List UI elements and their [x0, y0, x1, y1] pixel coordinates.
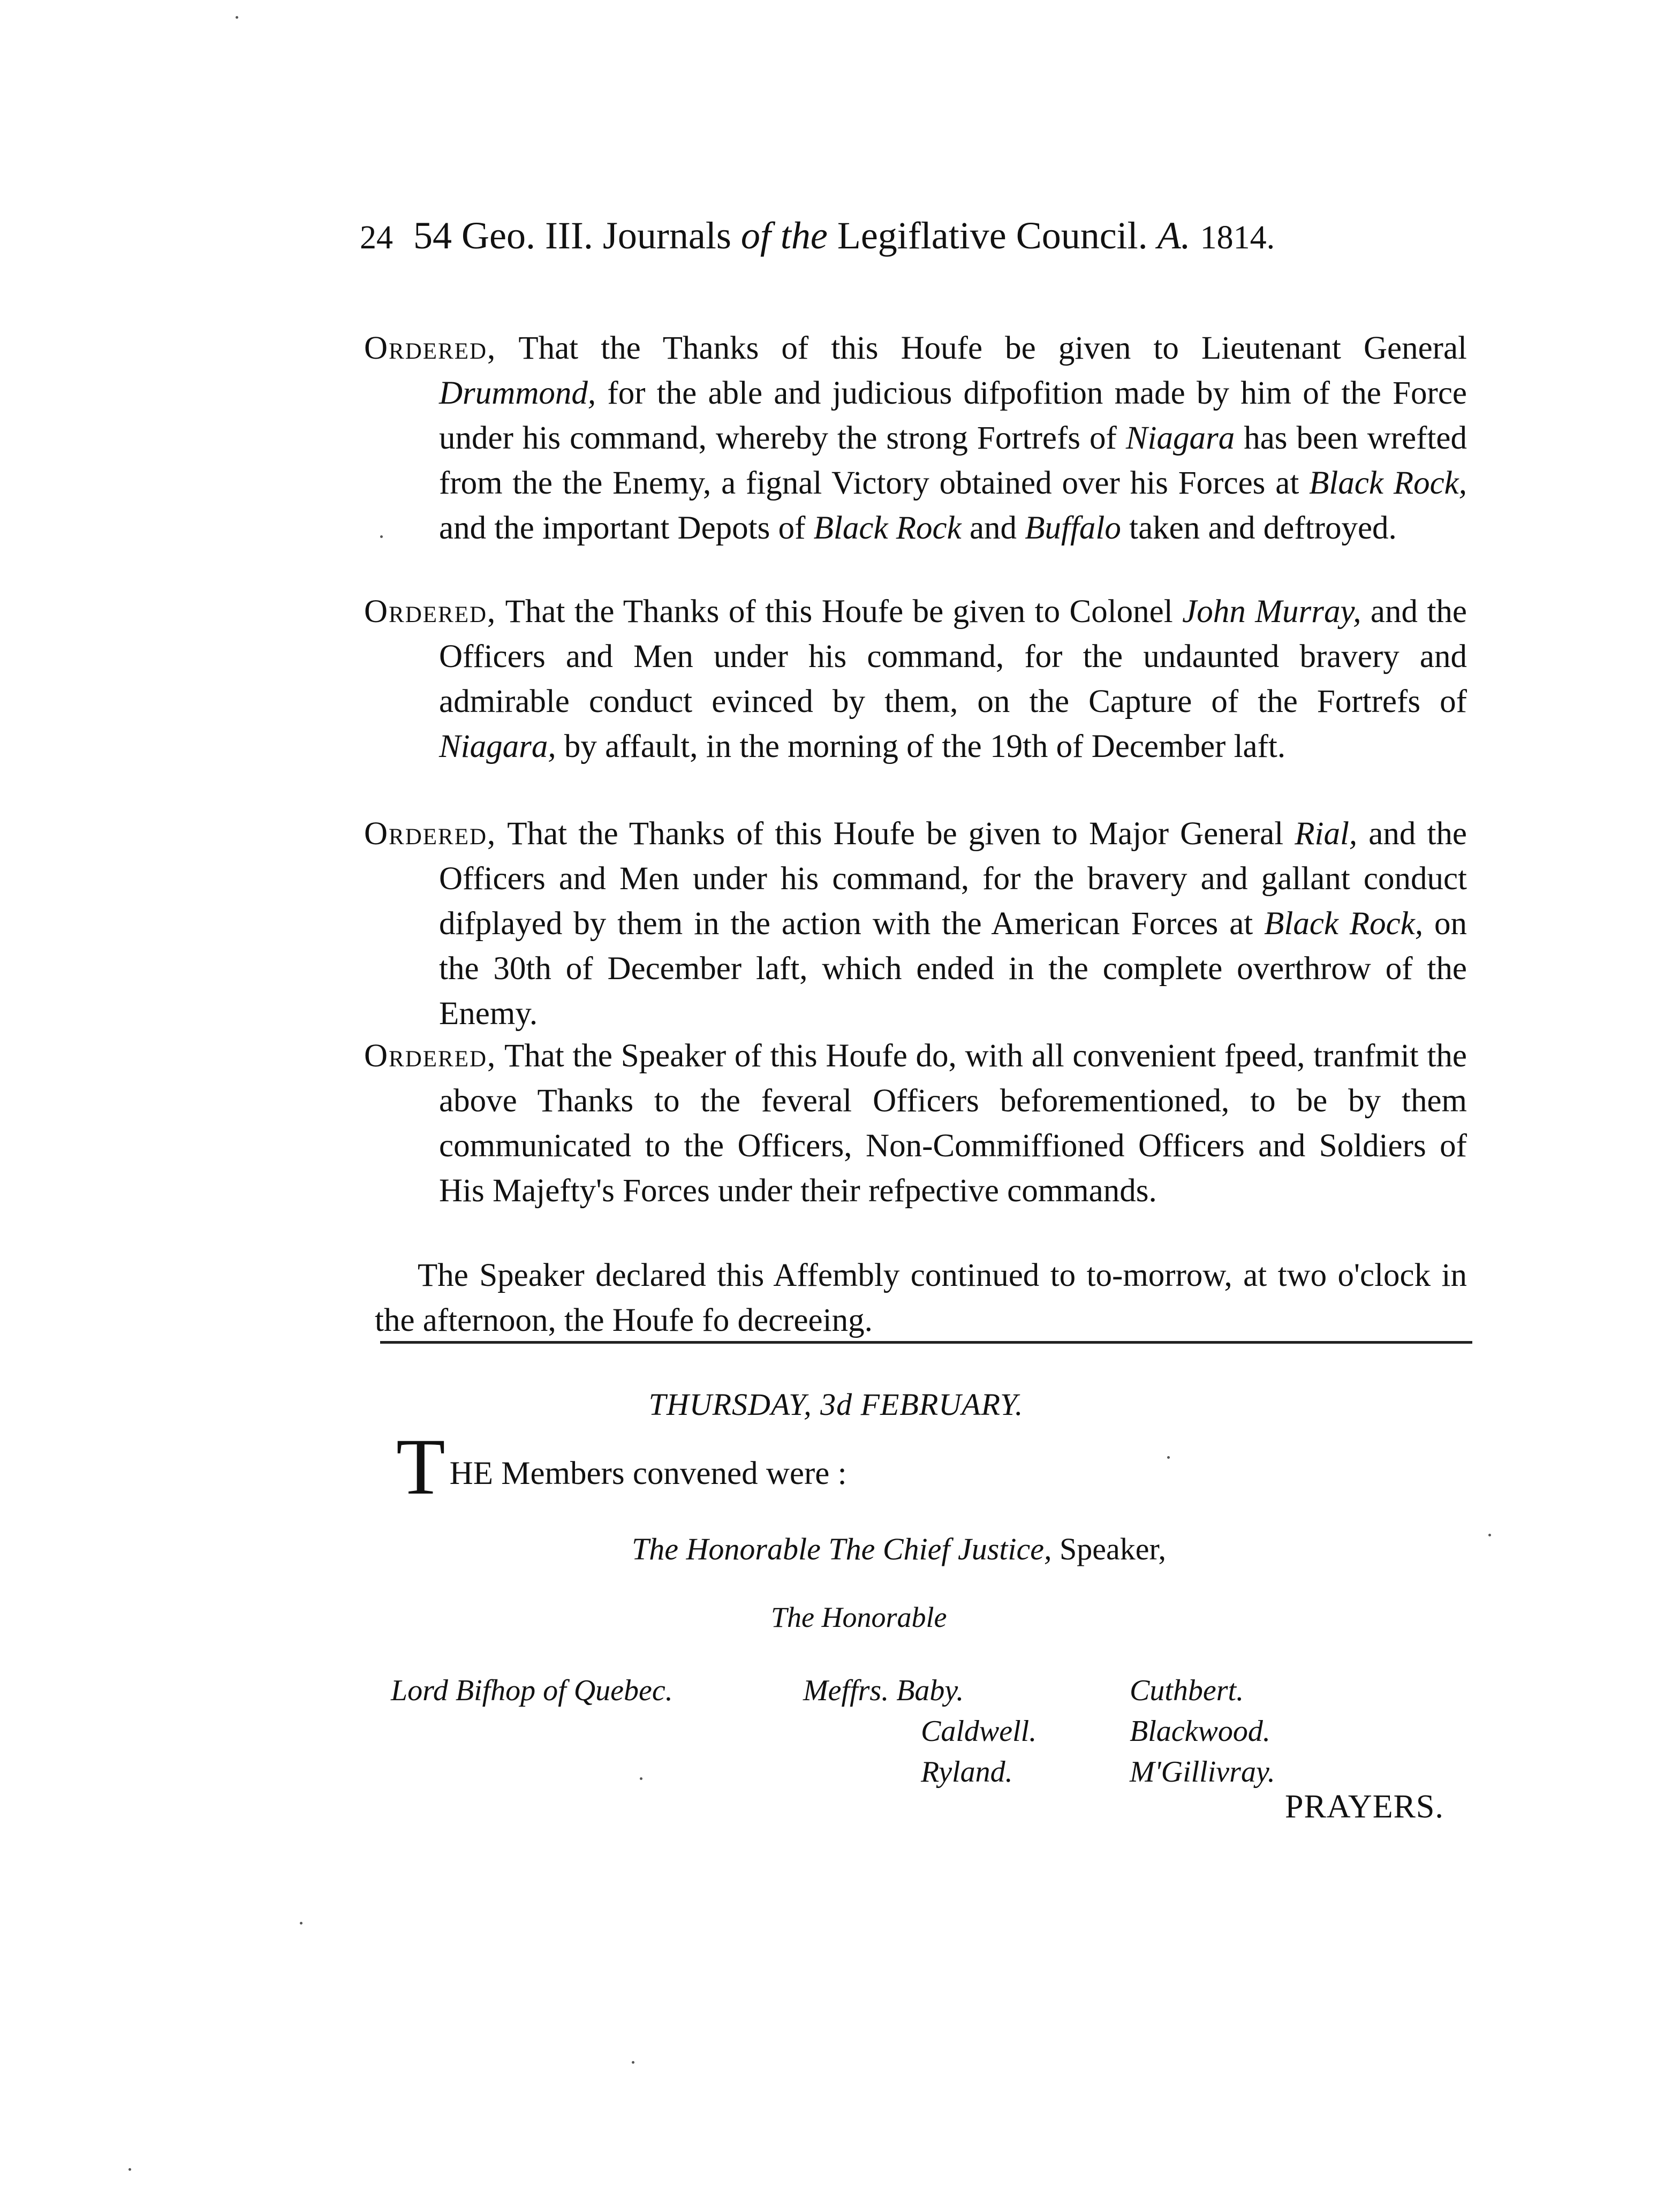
italic-name: Black Rock [813, 510, 962, 546]
paragraph-text: and the important Depots of [439, 510, 814, 546]
ordered-paragraph-1 [364, 326, 1467, 551]
running-header [360, 209, 1473, 264]
scan-speck [236, 16, 238, 19]
paragraph-text: taken and deftroyed. [1121, 510, 1397, 546]
italic-name: Niagara [1125, 420, 1235, 456]
scan-speck [300, 1922, 302, 1925]
italic-name: Buffalo [1025, 510, 1121, 546]
regnal-year: 54 Geo. III. [413, 214, 593, 257]
italic-name: Black Rock, [1309, 465, 1467, 501]
paragraph-text: and the Officers and Men under his command, for the undaunted bravery and admirable conduct evinced by them, on the Capture of the Fortrefs of [439, 594, 1467, 719]
italic-name: Niagara, [439, 729, 556, 764]
members-column-1 [391, 1670, 673, 1711]
member-name: Blackwood. [1130, 1715, 1270, 1748]
member-name: Caldwell. [921, 1715, 1037, 1748]
italic-name: Drummond, [439, 375, 596, 411]
speaker-line [632, 1531, 1166, 1567]
ordered-lead: Ordered, [364, 594, 497, 630]
scan-speck [640, 1777, 642, 1780]
ordered-paragraph-2 [364, 589, 1467, 769]
header-of-the: of the [740, 214, 828, 257]
member-name-row-1 [803, 1670, 1037, 1711]
honorable-heading: The Honorable [771, 1601, 947, 1633]
adjournment-paragraph: The Speaker declared this Affembly continued to to-morrow, at two o'clock in the afternoon, the Houfe fo decreeing. [375, 1257, 1467, 1338]
page-number: 24 [360, 219, 393, 256]
scan-speck [1488, 1534, 1491, 1536]
header-title: Legiflative Council. [837, 214, 1148, 257]
messrs-label: Meffrs. [803, 1674, 889, 1707]
drop-cap: T [396, 1422, 445, 1511]
speaker-title: The Honorable The Chief Justice, [632, 1532, 1052, 1566]
paragraph-text: has been wrefted from the the Enemy, a fignal Victory obtained over his Forces at [439, 420, 1467, 501]
members-convened-line [396, 1422, 847, 1511]
header-journals: Journals [602, 214, 731, 257]
paragraph-text: That the Thanks of this Houfe be given to Lieutenant General [496, 330, 1467, 366]
ordered-paragraph-3 [364, 812, 1467, 1036]
header-a: A. [1157, 214, 1191, 257]
members-column-3 [1130, 1670, 1275, 1792]
paragraph-text: and the Officers and Men under his command, for the bravery and gallant conduct difplayed by them in the action with the American Forces at [439, 816, 1467, 942]
member-name: Ryland. [921, 1755, 1013, 1789]
prayers-heading: PRAYERS. [1285, 1789, 1444, 1825]
member-name: Lord Bifhop of Quebec. [391, 1674, 673, 1707]
paragraph-text: That the Thanks of this Houfe be given to Major General [496, 816, 1295, 852]
date-heading: THURSDAY, 3d FEBRUARY. [648, 1387, 1024, 1422]
ordered-paragraph-4 [364, 1034, 1467, 1214]
paragraph-text: That the Thanks of this Houfe be given to Colonel [496, 594, 1183, 630]
ordered-lead: Ordered, [364, 816, 497, 852]
speaker-role: Speaker, [1051, 1532, 1166, 1566]
convened-text: HE Members convened were : [449, 1456, 847, 1491]
paragraph-text: for the able and judicious difpofition made by him of the Force under his command, whereby the strong Fortrefs of [439, 375, 1467, 456]
scan-speck [632, 2061, 634, 2064]
paragraph-text: That the Speaker of this Houfe do, with all convenient fpeed, tranfmit the above Thanks to the feveral Officers beforementioned, to be by them communicated to the Officers, Non-Commiffioned Officers and Soldiers of His Majefty's Forces under their refpective commands. [439, 1038, 1467, 1209]
italic-name: Rial, [1295, 816, 1358, 852]
paragraph-text: by affault, in the morning of the 19th of December laft. [556, 729, 1286, 764]
italic-name: Black Rock, [1264, 906, 1424, 942]
scan-speck [1167, 1456, 1170, 1459]
scan-speck [380, 535, 383, 538]
ordered-lead: Ordered, [364, 1038, 497, 1074]
header-year: 1814. [1200, 219, 1275, 256]
ordered-lead: Ordered, [364, 330, 497, 366]
member-name: Cuthbert. [1130, 1674, 1244, 1707]
paragraph-text: on the 30th of December laft, which ended in the complete overthrow of the Enemy. [439, 906, 1467, 1032]
members-column-2 [803, 1670, 1037, 1792]
scan-speck [128, 2168, 131, 2171]
paragraph-text: and [961, 510, 1025, 546]
member-name: Baby. [896, 1674, 964, 1707]
italic-name: John Murray, [1182, 594, 1361, 630]
member-name: M'Gillivray. [1130, 1755, 1275, 1789]
section-divider [380, 1341, 1472, 1344]
